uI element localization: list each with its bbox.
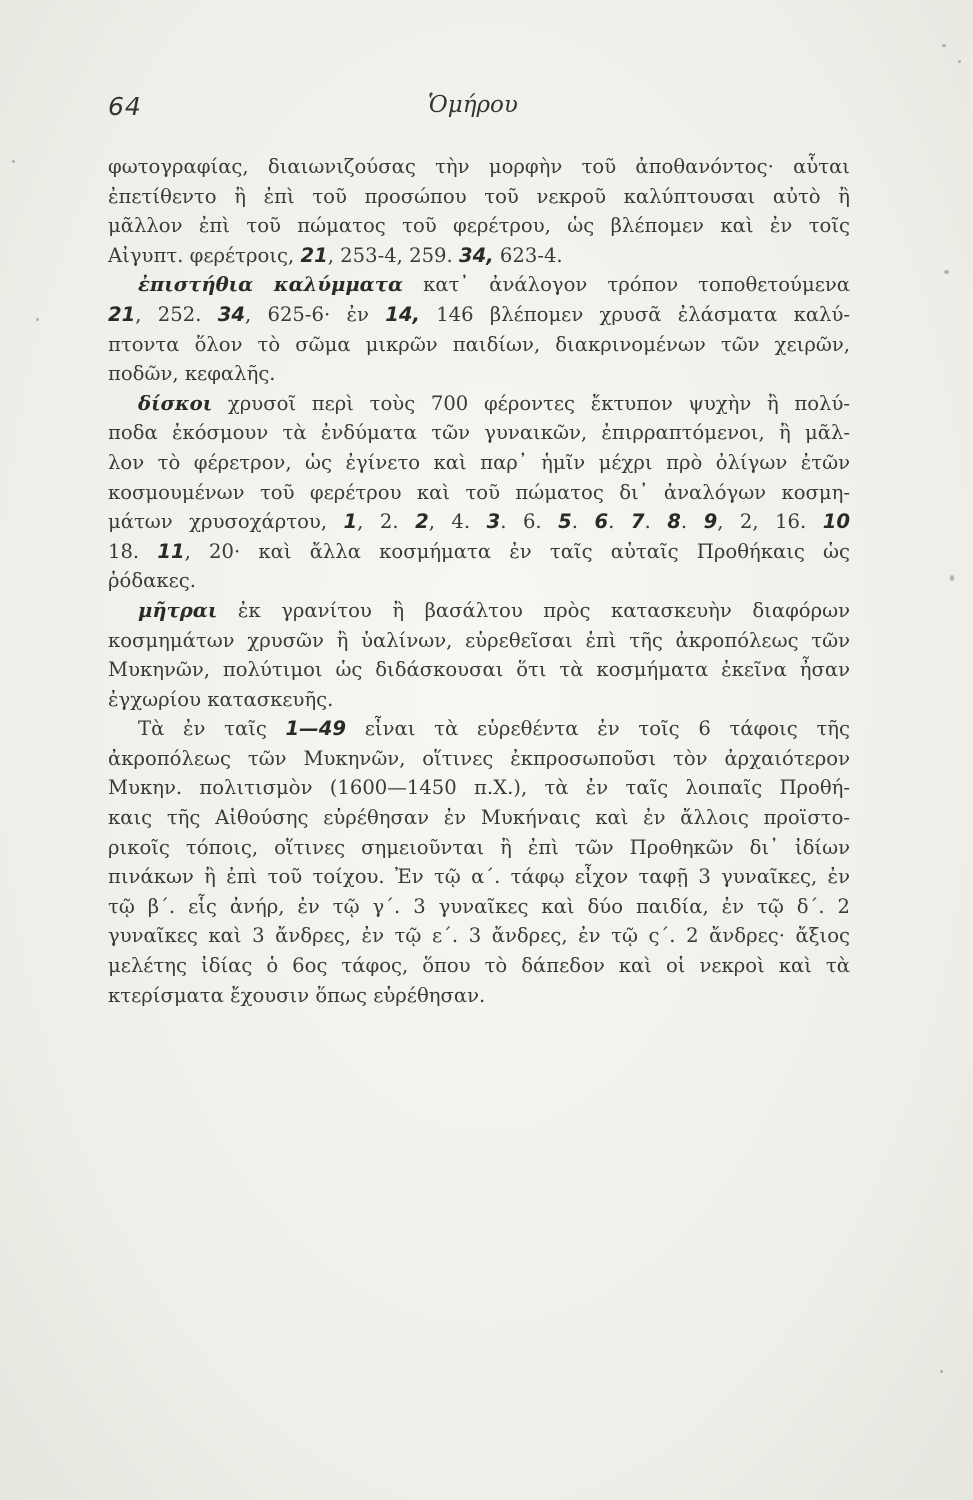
plate-number: 6 — [594, 510, 609, 534]
text-line — [108, 241, 850, 271]
paper-speck — [12, 160, 15, 163]
text-run: Μυκην. πολιτισμὸν (1600—1450 π.Χ.), τὰ ἐν ταῖς λοιπαῖς Προθή- — [108, 776, 850, 800]
text-line — [108, 152, 850, 182]
text-run: Μυκηνῶν, πολύτιμοι ὡς διδάσκουσαι ὅτι τὰ κοσμήματα ἐκεῖνα ἦσαν — [108, 658, 850, 682]
text-run: γυναῖκες καὶ 3 ἄνδρες, ἐν τῷ ε΄. 3 ἄνδρες, ἐν τῷ ς΄. 2 ἄνδρες· ἄξιος — [108, 924, 850, 948]
text-run: . — [680, 510, 704, 534]
paper-speck — [942, 44, 946, 47]
paper-speck — [958, 60, 961, 63]
text-run: 18. — [108, 539, 158, 563]
text-line — [108, 921, 850, 951]
text-run: Αἰγυπτ. φερέτροις, — [108, 243, 301, 267]
text-line — [108, 773, 850, 803]
text-line — [108, 330, 850, 360]
text-run: ποδα ἐκόσμουν τὰ ἐνδύματα τῶν γυναικῶν, ἐπιρραπτόμενοι, ἢ μᾶλ- — [108, 421, 850, 445]
plate-number: 1—49 — [285, 717, 347, 741]
text-run: ἐπετίθεντο ἢ ἐπὶ τοῦ προσώπου τοῦ νεκροῦ καλύπτουσαι αὐτὸ ἢ — [108, 184, 850, 208]
text-run: Τὰ ἐν ταῖς — [138, 717, 286, 741]
plate-number: 21 — [300, 243, 328, 267]
text-line — [108, 389, 850, 419]
text-run: κτερίσματα ἔχουσιν ὅπως εὑρέθησαν. — [108, 983, 486, 1007]
text-run: . — [571, 510, 595, 534]
paper-speck — [940, 1370, 943, 1373]
text-line — [108, 714, 850, 744]
text-run: , 625-6· ἐν — [244, 302, 386, 326]
text-run: ἐγχωρίου κατασκευῆς. — [108, 687, 334, 711]
text-run: πινάκων ἢ ἐπὶ τοῦ τοίχου. Ἐν τῷ α΄. τάφῳ εἶχον ταφῇ 3 γυναῖκες, ἐν — [108, 865, 850, 889]
page-header — [108, 92, 868, 128]
text-run: , 20· καὶ ἄλλα κοσμήματα ἐν ταῖς αὐταῖς Προθήκαις ὡς — [184, 539, 850, 563]
entry-term: μῆτραι — [138, 598, 218, 622]
text-run: μᾶλλον ἐπὶ τοῦ πώματος τοῦ φερέτρου, ὡς βλέπομεν καὶ ἐν τοῖς — [108, 214, 850, 238]
text-line — [108, 803, 850, 833]
paper-speck — [36, 318, 39, 321]
text-line — [108, 892, 850, 922]
text-line — [108, 655, 850, 685]
plate-number: 3 — [486, 510, 501, 534]
text-run: μάτων χρυσοχάρτου, — [108, 510, 344, 534]
text-run: κοσμουμένων τοῦ φερέτρου καὶ τοῦ πώματος δι᾽ ἀναλόγων κοσμη- — [108, 480, 850, 504]
plate-number: 11 — [157, 539, 185, 563]
entry-term: δίσκοι — [138, 391, 213, 415]
text-run: , 253-4, 259. — [327, 243, 459, 267]
plate-number: 2 — [415, 510, 429, 534]
text-line — [108, 359, 850, 389]
plate-number: 34 — [217, 302, 245, 326]
page-number: 64 — [108, 92, 142, 121]
entry-term: ἐπιστήθια καλύμματα — [138, 273, 404, 297]
text-run: . — [608, 510, 631, 534]
text-line — [108, 478, 850, 508]
text-run: πτοντα ὅλον τὸ σῶμα μικρῶν παιδίων, διακρινομένων τῶν χειρῶν, — [108, 332, 850, 356]
plate-number: 21 — [108, 302, 136, 326]
text-line — [108, 744, 850, 774]
text-run: εἶναι τὰ εὑρεθέντα ἐν τοῖς 6 τάφοις τῆς — [346, 717, 850, 741]
text-line — [108, 596, 850, 626]
text-run: τῷ β΄. εἷς ἀνήρ, ἐν τῷ γ΄. 3 γυναῖκες καὶ δύο παιδία, ἐν τῷ δ΄. 2 — [108, 894, 850, 918]
text-line — [108, 626, 850, 656]
text-line — [108, 211, 850, 241]
plate-number: 5 — [558, 510, 572, 534]
text-run: ρικοῖς τόποις, οἵτινες σημειοῦνται ἢ ἐπὶ τῶν Προθηκῶν δι᾽ ἰδίων — [108, 835, 850, 859]
text-run: , 2, 16. — [717, 510, 823, 534]
text-run: , 4. — [428, 510, 487, 534]
text-run: , 252. — [135, 302, 218, 326]
text-line — [108, 862, 850, 892]
text-line — [108, 951, 850, 981]
plate-number: 10 — [822, 510, 850, 534]
running-head: Ὁμήρου — [428, 92, 518, 118]
text-run: ἀκροπόλεως τῶν Μυκηνῶν, οἵτινες ἐκπροσωποῦσι τὸν ἀρχαιότερον — [108, 746, 850, 770]
text-run: μελέτης ἰδίας ὁ 6ος τάφος, ὅπου τὸ δάπεδον καὶ οἱ νεκροὶ καὶ τὰ — [108, 954, 850, 978]
plate-number: 14, — [385, 302, 420, 326]
text-run: κοσμημάτων χρυσῶν ἢ ὑαλίνων, εὑρεθεῖσαι ἐπὶ τῆς ἀκροπόλεως τῶν — [108, 628, 850, 652]
text-run: 623-4. — [493, 243, 563, 267]
plate-number: 8 — [667, 510, 681, 534]
text-run: . — [644, 510, 668, 534]
text-run: χρυσοῖ περὶ τοὺς 700 φέροντες ἔκτυπον ψυχὴν ἢ πολύ- — [212, 391, 850, 415]
plate-number: 34, — [458, 243, 494, 267]
plate-number: 1 — [343, 510, 358, 534]
plate-number: 7 — [630, 510, 645, 534]
text-run: καις τῆς Αἰθούσης εὑρέθησαν ἐν Μυκήναις καὶ ἐν ἄλλοις προϊστο- — [108, 806, 850, 830]
text-line — [108, 833, 850, 863]
text-line — [108, 448, 850, 478]
text-run: 146 βλέπομεν χρυσᾶ ἐλάσματα καλύ- — [419, 302, 850, 326]
text-run: φωτογραφίας, διαιωνιζούσας τὴν μορφὴν τοῦ ἀποθανόντος· αὗται — [108, 155, 850, 178]
text-run: ποδῶν, κεφαλῆς. — [108, 362, 276, 386]
text-line — [108, 270, 850, 300]
paper-speck — [944, 270, 949, 274]
text-line — [108, 418, 850, 448]
text-run: κατ᾽ ἀνάλογον τρόπον τοποθετούμενα — [403, 273, 850, 297]
text-run: . 6. — [500, 510, 559, 534]
text-line — [108, 566, 850, 596]
text-line — [108, 507, 850, 537]
text-line — [108, 300, 850, 330]
text-line — [108, 182, 850, 212]
body-text — [108, 152, 850, 1010]
text-run: ἐκ γρανίτου ἢ βασάλτου πρὸς κατασκευὴν διαφόρων — [217, 598, 850, 622]
text-line — [108, 537, 850, 567]
text-run: ῥόδακες. — [108, 569, 196, 593]
text-run: λον τὸ φέρετρον, ὡς ἐγίνετο καὶ παρ᾽ ἡμῖν μέχρι πρὸ ὀλίγων ἐτῶν — [108, 450, 850, 474]
text-line — [108, 981, 850, 1011]
text-line — [108, 685, 850, 715]
paper-speck — [950, 575, 954, 581]
plate-number: 9 — [703, 510, 718, 534]
text-run: , 2. — [357, 510, 416, 534]
